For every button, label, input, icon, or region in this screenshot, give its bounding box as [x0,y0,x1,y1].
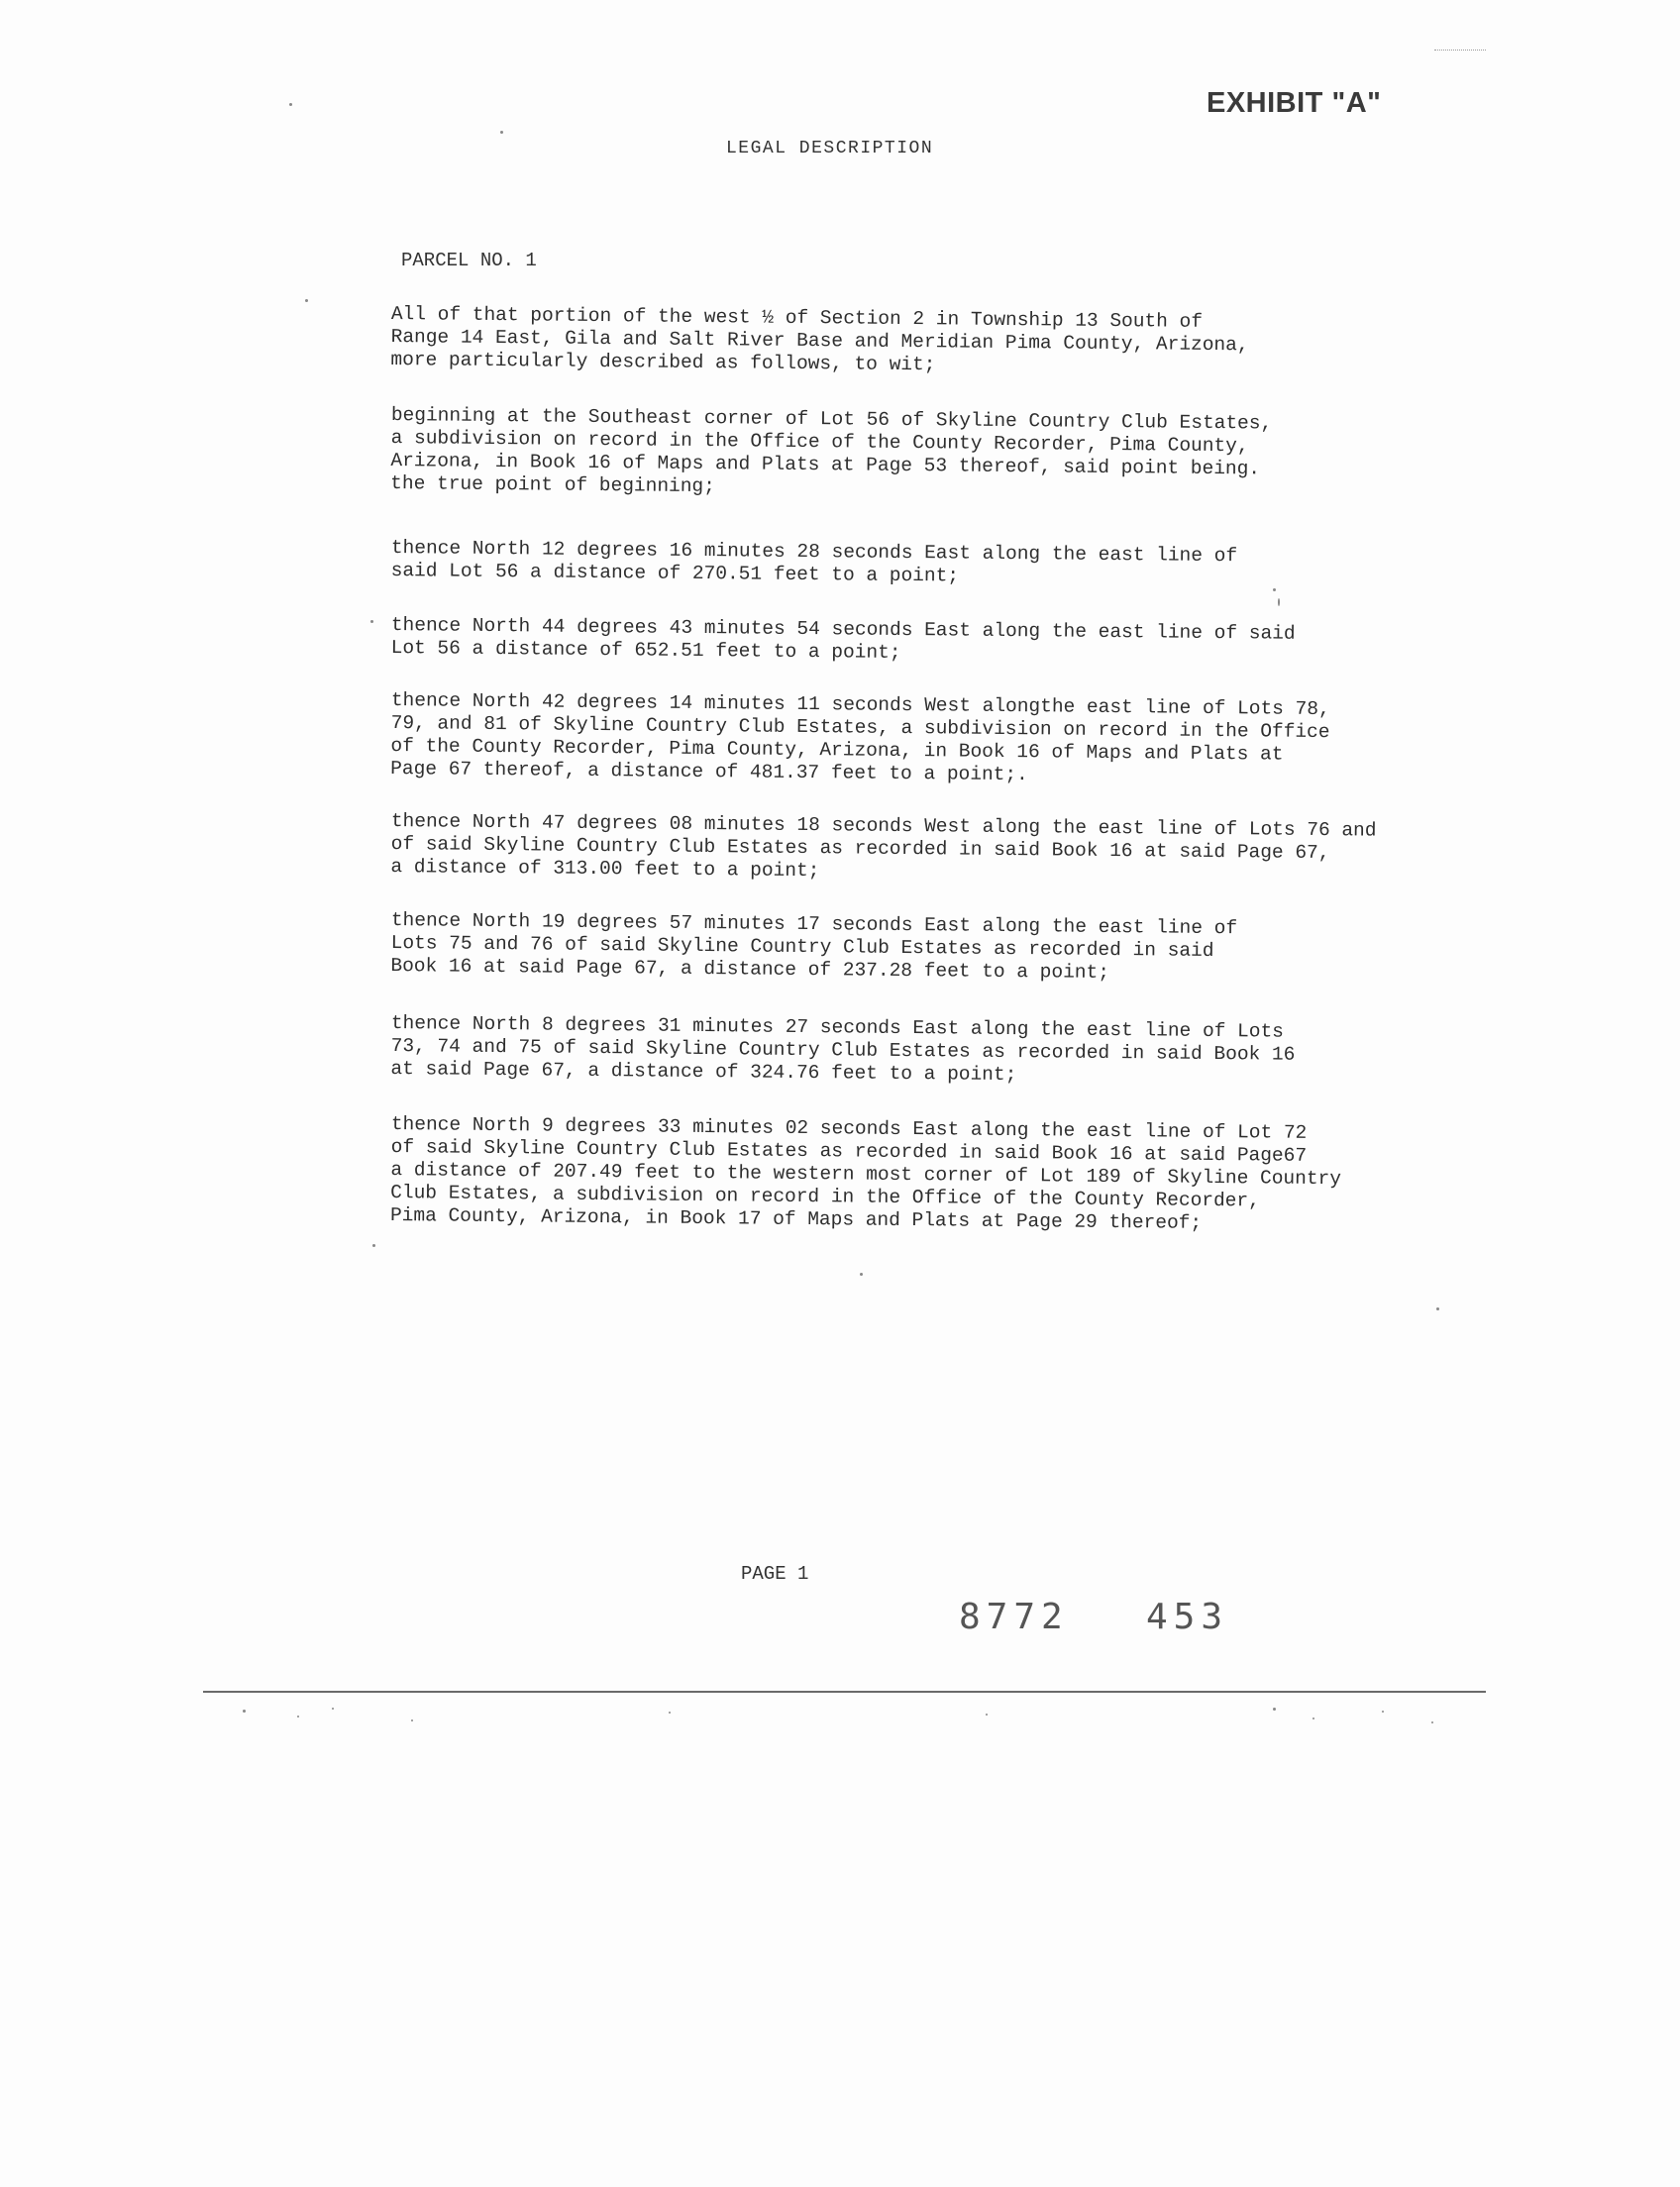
scan-speck [289,103,292,106]
page-label: PAGE 1 [741,1563,809,1585]
scan-speck [305,299,308,302]
scan-speck [1278,598,1280,606]
paragraph-course-2: thence North 44 degrees 43 minutes 54 seconds East along the east line of said Lot 56 a distance of 652.51 feet to a point; [390,614,1296,664]
scan-speck [1436,1307,1439,1310]
scan-speck [372,1244,375,1247]
footer-rule [203,1691,1486,1693]
paragraph-intro: All of that portion of the west ½ of Section 2 in Township 13 South of Range 14 East, Gila and Salt River Base and Meridian Pima County, Arizona, more particularly described as follows, to wit; [390,303,1249,376]
paragraph-beginning: beginning at the Southeast corner of Lot 56 of Skyline Country Club Estates, a subdivision on record in the Office of the County Recorder, Pima County, Arizona, in Book 16 of Maps and Plats at Page 53 thereof, said point being. the true point of beginning; [390,404,1273,498]
paragraph-course-6: thence North 8 degrees 31 minutes 27 seconds East along the east line of Lots 73, 74 and 75 of said Skyline Country Club Estates as recorded in said Book 16 at said Page 67, a distance of 324.76 feet to a point; [390,1012,1296,1087]
scan-speck [860,1273,863,1276]
paragraph-course-1: thence North 12 degrees 16 minutes 28 seconds East along the east line of said Lot 56 a distance of 270.51 feet to a point; [390,537,1238,587]
recording-book-number: 8772 [959,1597,1069,1637]
paragraph-course-4: thence North 47 degrees 08 minutes 18 seconds West along the east line of Lots 76 and of said Skyline Country Club Estates as recorded in said Book 16 at said Page 67, a distance of 313.00 feet to a point; [390,810,1377,883]
scan-speck [370,620,373,623]
scan-speck [1273,588,1276,591]
scan-mark [1434,50,1486,52]
scan-noise [203,1702,1486,1741]
recording-page-number: 453 [1146,1597,1229,1637]
document-title: LEGAL DESCRIPTION [726,139,934,158]
parcel-label: PARCEL NO. 1 [401,250,537,271]
scan-speck [500,131,503,134]
exhibit-label: EXHIBIT "A" [1207,87,1382,119]
paragraph-course-5: thence North 19 degrees 57 minutes 17 seconds East along the east line of Lots 75 and 76 of said Skyline Country Club Estates as recorded in said Book 16 at said Page 67, a distance of 237.28 feet to a point; [390,909,1238,984]
paragraph-course-7: thence North 9 degrees 33 minutes 02 seconds East along the east line of Lot 72 of said Skyline Country Club Estates as recorded in said Book 16 at said Page67 a distance of 207.49 feet to the western most corner of Lot 189 of Skyline Country Club Estates, a subdivision on record in the Office of the County Recorder, Pima County, Arizona, in Book 17 of Maps and Plats at Page 29 thereof; [389,1113,1342,1234]
paragraph-course-3: thence North 42 degrees 14 minutes 11 seconds West alongthe east line of Lots 78, 79, and 81 of Skyline Country Club Estates, a subdivision on record in the Office of the County Recorder, Pima County, Arizona, in Book 16 of Maps and Plats at Page 67 thereof, a distance of 481.37 feet to a point;. [390,689,1330,786]
